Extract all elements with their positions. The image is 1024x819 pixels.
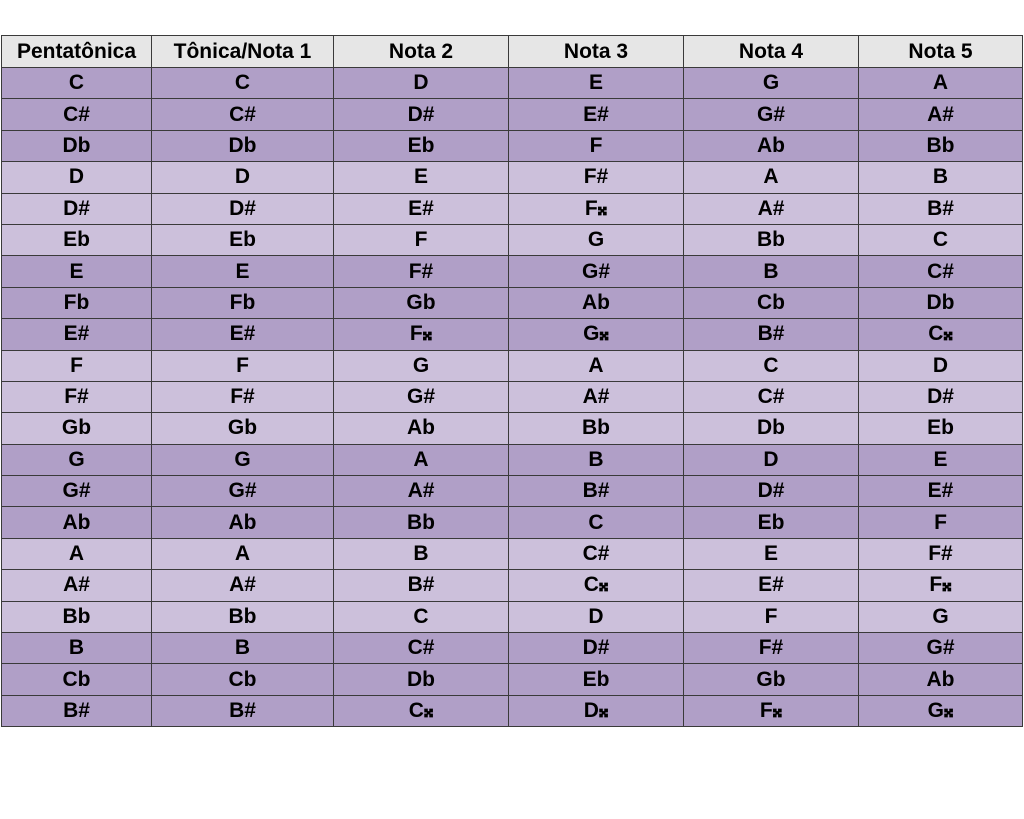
table-row — [2, 444, 1023, 475]
cell-nota-5: Db — [859, 287, 1023, 318]
cell-tonica-nota-1: Eb — [152, 224, 334, 255]
cell-nota-4: Eb — [684, 507, 859, 538]
cell-nota-3: C# — [509, 538, 684, 569]
cell-nota-4: C# — [684, 381, 859, 412]
cell-nota-3: E# — [509, 99, 684, 130]
cell-nota-3: D — [509, 601, 684, 632]
cell-pentatonica: Cb — [2, 664, 152, 695]
cell-nota-5: G# — [859, 633, 1023, 664]
cell-nota-2: Eb — [334, 130, 509, 161]
cell-nota-2: D# — [334, 99, 509, 130]
cell-nota-2: B# — [334, 570, 509, 601]
header-nota-4: Nota 4 — [684, 36, 859, 68]
cell-nota-5: C# — [859, 256, 1023, 287]
table-row — [2, 287, 1023, 318]
cell-tonica-nota-1: Bb — [152, 601, 334, 632]
header-tonica-nota-1: Tônica/Nota 1 — [152, 36, 334, 68]
cell-nota-3: Eb — [509, 664, 684, 695]
cell-nota-3: Bb — [509, 413, 684, 444]
cell-pentatonica: Gb — [2, 413, 152, 444]
cell-tonica-nota-1: Db — [152, 130, 334, 161]
cell-nota-5: A# — [859, 99, 1023, 130]
table-row — [2, 664, 1023, 695]
table-row — [2, 381, 1023, 412]
cell-nota-3: G𝄪 — [509, 319, 684, 350]
table-row — [2, 68, 1023, 99]
cell-nota-5: F — [859, 507, 1023, 538]
table-row — [2, 162, 1023, 193]
cell-nota-2: C𝄪 — [334, 695, 509, 726]
cell-nota-3: A# — [509, 381, 684, 412]
cell-nota-5: B — [859, 162, 1023, 193]
cell-tonica-nota-1: Cb — [152, 664, 334, 695]
cell-nota-2: E# — [334, 193, 509, 224]
cell-nota-4: G# — [684, 99, 859, 130]
cell-nota-5: G𝄪 — [859, 695, 1023, 726]
cell-pentatonica: F# — [2, 381, 152, 412]
cell-nota-2: B — [334, 538, 509, 569]
table-row — [2, 413, 1023, 444]
cell-pentatonica: D# — [2, 193, 152, 224]
cell-tonica-nota-1: A# — [152, 570, 334, 601]
cell-tonica-nota-1: Gb — [152, 413, 334, 444]
cell-nota-2: F𝄪 — [334, 319, 509, 350]
table-row — [2, 193, 1023, 224]
cell-tonica-nota-1: D# — [152, 193, 334, 224]
cell-nota-2: Ab — [334, 413, 509, 444]
table-row — [2, 538, 1023, 569]
cell-pentatonica: G — [2, 444, 152, 475]
cell-nota-4: Ab — [684, 130, 859, 161]
cell-tonica-nota-1: A — [152, 538, 334, 569]
table-row — [2, 224, 1023, 255]
cell-pentatonica: Fb — [2, 287, 152, 318]
cell-nota-5: Eb — [859, 413, 1023, 444]
table-row — [2, 476, 1023, 507]
table-row — [2, 695, 1023, 726]
cell-nota-2: C — [334, 601, 509, 632]
cell-nota-5: A — [859, 68, 1023, 99]
cell-nota-2: Gb — [334, 287, 509, 318]
cell-nota-5: Ab — [859, 664, 1023, 695]
cell-nota-2: A# — [334, 476, 509, 507]
cell-nota-3: D𝄪 — [509, 695, 684, 726]
cell-nota-4: E — [684, 538, 859, 569]
cell-pentatonica: B — [2, 633, 152, 664]
pentatonic-table-container — [1, 35, 1023, 727]
cell-nota-2: D — [334, 68, 509, 99]
cell-nota-4: B — [684, 256, 859, 287]
cell-nota-2: F# — [334, 256, 509, 287]
table-row — [2, 601, 1023, 632]
cell-pentatonica: E# — [2, 319, 152, 350]
table-row — [2, 319, 1023, 350]
cell-nota-4: Cb — [684, 287, 859, 318]
cell-nota-2: Db — [334, 664, 509, 695]
cell-nota-3: F𝄪 — [509, 193, 684, 224]
cell-nota-5: B# — [859, 193, 1023, 224]
table-row — [2, 256, 1023, 287]
cell-tonica-nota-1: B — [152, 633, 334, 664]
cell-nota-4: Db — [684, 413, 859, 444]
cell-pentatonica: E — [2, 256, 152, 287]
cell-pentatonica: C# — [2, 99, 152, 130]
table-row — [2, 350, 1023, 381]
cell-nota-4: G — [684, 68, 859, 99]
cell-nota-2: G# — [334, 381, 509, 412]
cell-nota-3: A — [509, 350, 684, 381]
cell-tonica-nota-1: F# — [152, 381, 334, 412]
cell-nota-4: A# — [684, 193, 859, 224]
cell-nota-3: B# — [509, 476, 684, 507]
cell-tonica-nota-1: C — [152, 68, 334, 99]
cell-nota-3: Ab — [509, 287, 684, 318]
cell-nota-3: D# — [509, 633, 684, 664]
cell-nota-3: C𝄪 — [509, 570, 684, 601]
cell-pentatonica: F — [2, 350, 152, 381]
cell-nota-3: G — [509, 224, 684, 255]
cell-nota-5: F# — [859, 538, 1023, 569]
table-row — [2, 507, 1023, 538]
cell-nota-3: C — [509, 507, 684, 538]
cell-nota-3: F# — [509, 162, 684, 193]
cell-nota-5: D — [859, 350, 1023, 381]
header-pentatonica: Pentatônica — [2, 36, 152, 68]
cell-nota-4: D# — [684, 476, 859, 507]
cell-nota-4: C — [684, 350, 859, 381]
cell-nota-2: E — [334, 162, 509, 193]
cell-pentatonica: Ab — [2, 507, 152, 538]
cell-nota-5: D# — [859, 381, 1023, 412]
cell-pentatonica: Db — [2, 130, 152, 161]
table-header — [2, 36, 1023, 68]
cell-pentatonica: A# — [2, 570, 152, 601]
cell-pentatonica: G# — [2, 476, 152, 507]
cell-nota-4: E# — [684, 570, 859, 601]
table-row — [2, 99, 1023, 130]
cell-tonica-nota-1: G# — [152, 476, 334, 507]
table-row — [2, 633, 1023, 664]
cell-nota-4: D — [684, 444, 859, 475]
cell-nota-3: F — [509, 130, 684, 161]
cell-nota-4: B# — [684, 319, 859, 350]
header-nota-3: Nota 3 — [509, 36, 684, 68]
cell-nota-5: E# — [859, 476, 1023, 507]
cell-tonica-nota-1: G — [152, 444, 334, 475]
table-body — [2, 68, 1023, 727]
cell-nota-5: C𝄪 — [859, 319, 1023, 350]
pentatonic-scale-table — [1, 35, 1023, 727]
cell-nota-4: F — [684, 601, 859, 632]
table-row — [2, 570, 1023, 601]
cell-tonica-nota-1: E# — [152, 319, 334, 350]
cell-nota-3: B — [509, 444, 684, 475]
cell-nota-5: Bb — [859, 130, 1023, 161]
cell-nota-5: G — [859, 601, 1023, 632]
cell-nota-3: E — [509, 68, 684, 99]
cell-pentatonica: D — [2, 162, 152, 193]
header-nota-2: Nota 2 — [334, 36, 509, 68]
table-row — [2, 130, 1023, 161]
cell-nota-5: F𝄪 — [859, 570, 1023, 601]
cell-nota-4: Gb — [684, 664, 859, 695]
header-nota-5: Nota 5 — [859, 36, 1023, 68]
cell-tonica-nota-1: C# — [152, 99, 334, 130]
cell-pentatonica: B# — [2, 695, 152, 726]
cell-nota-2: A — [334, 444, 509, 475]
cell-tonica-nota-1: D — [152, 162, 334, 193]
cell-nota-4: Bb — [684, 224, 859, 255]
cell-nota-2: F — [334, 224, 509, 255]
cell-nota-2: G — [334, 350, 509, 381]
cell-nota-5: E — [859, 444, 1023, 475]
cell-nota-2: C# — [334, 633, 509, 664]
cell-pentatonica: Bb — [2, 601, 152, 632]
cell-pentatonica: Eb — [2, 224, 152, 255]
cell-tonica-nota-1: F — [152, 350, 334, 381]
cell-nota-4: F# — [684, 633, 859, 664]
cell-nota-4: A — [684, 162, 859, 193]
cell-tonica-nota-1: Fb — [152, 287, 334, 318]
cell-nota-5: C — [859, 224, 1023, 255]
cell-tonica-nota-1: B# — [152, 695, 334, 726]
cell-nota-2: Bb — [334, 507, 509, 538]
cell-nota-3: G# — [509, 256, 684, 287]
cell-nota-4: F𝄪 — [684, 695, 859, 726]
cell-tonica-nota-1: E — [152, 256, 334, 287]
cell-pentatonica: A — [2, 538, 152, 569]
cell-tonica-nota-1: Ab — [152, 507, 334, 538]
cell-pentatonica: C — [2, 68, 152, 99]
header-row — [2, 36, 1023, 68]
